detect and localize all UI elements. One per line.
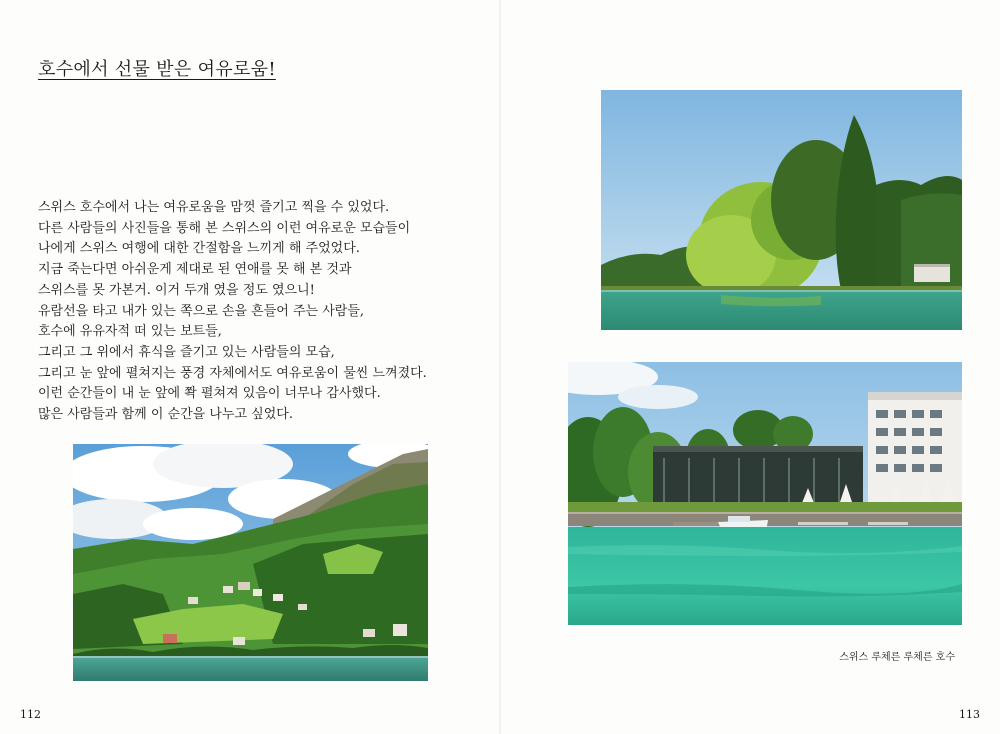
page-number: 112 xyxy=(20,708,41,721)
text-line: 스위스 호수에서 나는 여유로움을 맘껏 즐기고 찍을 수 있었다. xyxy=(38,200,390,215)
lakeside-trees-photo xyxy=(601,90,962,330)
page-number: 113 xyxy=(959,708,980,721)
text-line: 지금 죽는다면 아쉬운게 제대로 된 연애를 못 해 본 것과 xyxy=(38,262,352,278)
text-line: 유람선을 타고 내가 있는 쪽으로 손을 흔들어 주는 사람들, xyxy=(38,303,365,319)
text-line: 다른 사람들의 사진들을 통해 본 스위스의 이런 여유로운 모습들이 xyxy=(38,220,411,236)
text-line: 그리고 그 위에서 휴식을 즐기고 있는 사람들의 모습, xyxy=(38,344,335,360)
text-line: 나에게 스위스 여행에 대한 간절함을 느끼게 해 주었었다. xyxy=(38,241,360,257)
text-line: 스위스를 못 가본거. 이거 두개 였을 정도 였으니! xyxy=(38,282,315,298)
body-paragraph xyxy=(38,198,468,426)
text-line: 이런 순간들이 내 눈 앞에 쫙 펼쳐져 있음이 너무나 감사했다. xyxy=(38,386,381,402)
photo-caption: 스위스 루체른 루체른 호수 xyxy=(839,652,955,663)
right-page xyxy=(500,0,1000,734)
text-line: 그리고 눈 앞에 펼쳐지는 풍경 자체에서도 여유로움이 물씬 느껴졌다. xyxy=(38,365,427,381)
text-line: 호수에 유유자적 떠 있는 보트들, xyxy=(38,324,222,340)
page-title: 호수에서 선물 받은 여유로움! xyxy=(38,59,276,80)
lakeside-hotel-photo xyxy=(568,362,962,625)
mountain-village-photo xyxy=(73,444,428,681)
text-line: 많은 사람들과 함께 이 순간을 나누고 싶었다. xyxy=(38,407,293,423)
